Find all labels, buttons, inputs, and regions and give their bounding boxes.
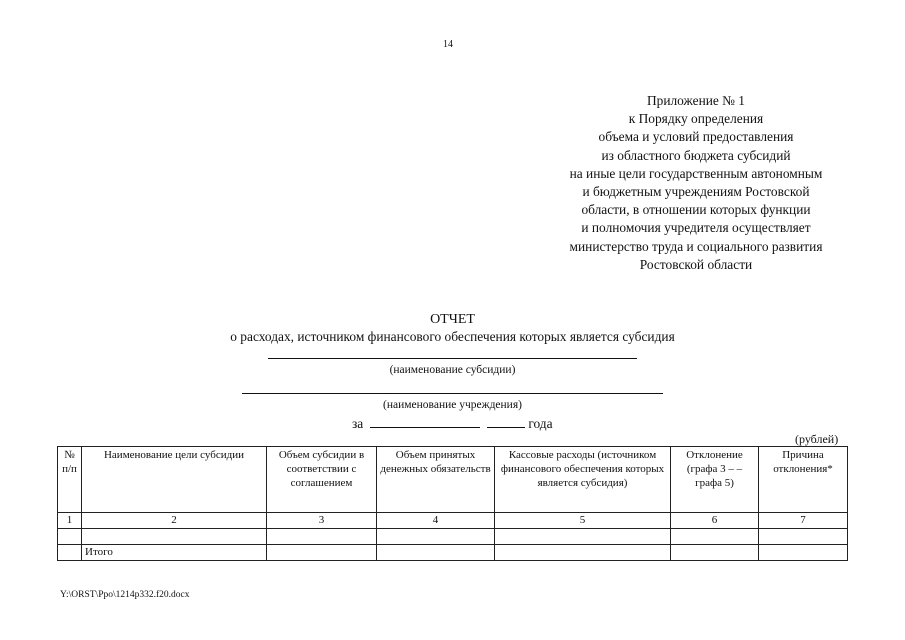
- appendix-line: и полномочия учредителя осуществляет: [581, 220, 811, 236]
- table-cell: [58, 529, 82, 545]
- table-cell: [495, 529, 671, 545]
- subsidy-name-line: [268, 358, 637, 359]
- report-period: [352, 415, 553, 432]
- appendix-line: объема и условий предоставления: [598, 129, 794, 145]
- column-number: 6: [671, 513, 759, 529]
- column-number: 4: [377, 513, 495, 529]
- appendix-line: на иные цели государственным автономным: [569, 165, 823, 181]
- period-prefix: за: [352, 416, 364, 431]
- table-cell: [82, 529, 267, 545]
- report-title: ОТЧЕТ: [430, 312, 475, 327]
- appendix-line: Приложение № 1: [646, 93, 746, 108]
- file-path-footer: Y:\ORST\Ppo\1214p332.f20.docx: [60, 590, 190, 600]
- column-number-row: [58, 513, 848, 529]
- column-number: 1: [58, 513, 82, 529]
- column-number: 7: [759, 513, 848, 529]
- appendix-line: к Порядку определения: [628, 111, 764, 127]
- table-cell: [377, 529, 495, 545]
- table-cell: [759, 529, 848, 545]
- table-cell: [377, 545, 495, 561]
- units-label: (рублей): [795, 432, 839, 446]
- appendix-heading: [540, 92, 852, 274]
- header-cell: Объем принятых денежных обязательств: [377, 447, 495, 513]
- institution-name-caption: (наименование учреждения): [383, 399, 522, 411]
- table-cell: [495, 545, 671, 561]
- table-cell: [759, 545, 848, 561]
- appendix-line: и бюджетным учреждениям Ростовской: [582, 184, 810, 200]
- total-row: [58, 545, 848, 561]
- table-row: [58, 529, 848, 545]
- table-cell: [267, 529, 377, 545]
- appendix-line: министерство труда и социального развития: [569, 238, 823, 254]
- table-cell: [671, 545, 759, 561]
- column-number: 5: [495, 513, 671, 529]
- period-suffix: года: [528, 416, 553, 431]
- institution-name-line: [242, 393, 663, 394]
- header-cell: Объем субсидии в соответствии с соглашением: [267, 447, 377, 513]
- page-number: 14: [443, 39, 453, 50]
- appendix-line: области, в отношении которых функции: [581, 202, 811, 218]
- header-cell: Кассовые расходы (источником финансового обеспечения которых является субсидия): [495, 447, 671, 513]
- table-cell: [267, 545, 377, 561]
- total-label: Итого: [82, 545, 267, 561]
- year-blank-line: [487, 415, 525, 428]
- column-number: 2: [82, 513, 267, 529]
- report-table: [57, 446, 848, 561]
- appendix-line: из областного бюджета субсидий: [601, 147, 791, 163]
- subsidy-name-caption: (наименование субсидии): [389, 364, 516, 376]
- header-cell: Наименование цели субсидии: [82, 447, 267, 513]
- report-subtitle: о расходах, источником финансового обеспечения которых является субсидия: [230, 329, 675, 344]
- table-cell: [671, 529, 759, 545]
- header-cell: Отклонение (графа 3 – – графа 5): [671, 447, 759, 513]
- table-header-row: [58, 447, 848, 513]
- table-cell: [58, 545, 82, 561]
- header-cell: № п/п: [58, 447, 82, 513]
- header-cell: Причина отклонения*: [759, 447, 848, 513]
- period-blank-line: [370, 415, 480, 428]
- appendix-line: Ростовской области: [639, 256, 753, 272]
- column-number: 3: [267, 513, 377, 529]
